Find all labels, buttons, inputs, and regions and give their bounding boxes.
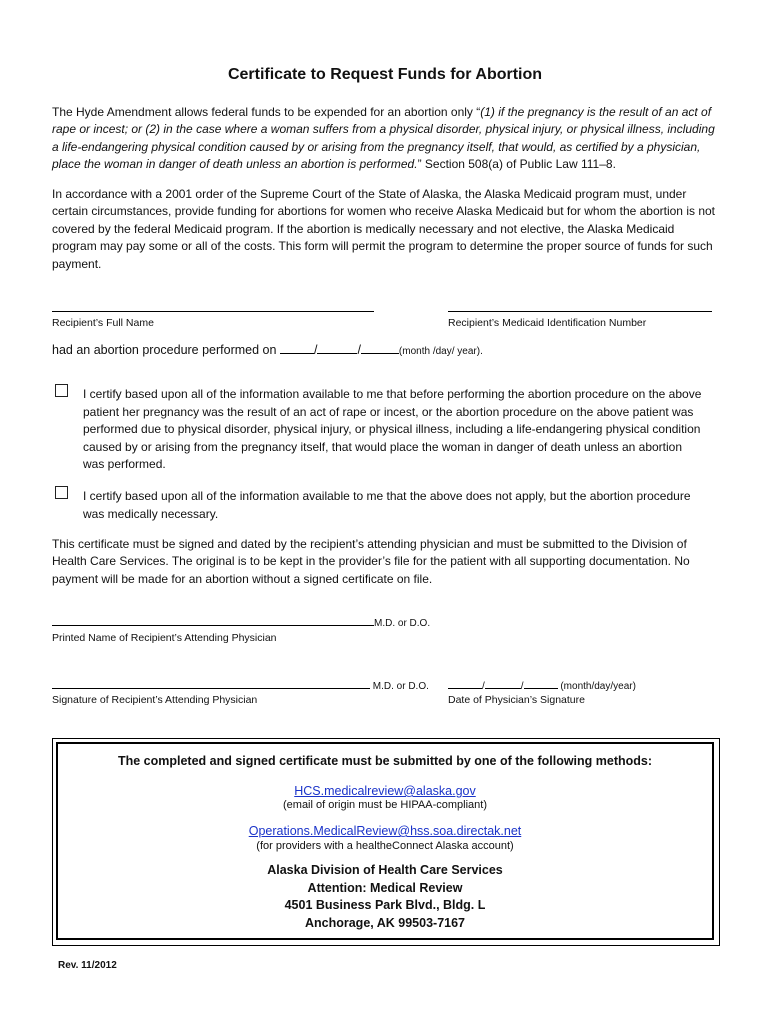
sign-date-hint: (month/day/year): [560, 681, 636, 692]
certification-1-text: I certify based upon all of the information available to me that before performing the abortion procedure on the above patient her pregnancy was the result of an act of rape or incest, or the abortion procedure on the above patient was performed due to physical disorder, physical injury, or physical illness, including a life-endangering physical condition caused by or arising from the pregnancy itself, that would place the woman in danger of death unless an abortion was performed.: [83, 387, 702, 472]
recipient-id-label: Recipient’s Medicaid Identification Number: [448, 317, 647, 329]
recipient-name-line[interactable]: [52, 311, 374, 312]
signature-label: Signature of Recipient’s Attending Physician: [52, 694, 258, 706]
signature-date-row: [448, 678, 636, 692]
address-line: Alaska Division of Health Care Services: [267, 863, 503, 877]
email-operations-link[interactable]: Operations.MedicalReview@hss.soa.directak.net: [248, 824, 522, 838]
procedure-month-blank[interactable]: [280, 342, 314, 354]
hyde-tail: ” Section 508(a) of Public Law 111–8.: [417, 157, 616, 172]
signature-date-label: Date of Physician’s Signature: [448, 694, 585, 706]
date-slash: /: [520, 681, 524, 692]
procedure-year-blank[interactable]: [361, 342, 399, 354]
date-slash: /: [357, 343, 361, 357]
form-title: Certificate to Request Funds for Abortion: [227, 66, 543, 83]
email-1-note: (email of origin must be HIPAA-compliant): [283, 799, 487, 811]
date-slash: /: [482, 681, 485, 692]
printed-name-label: Printed Name of Recipient’s Attending Physician: [52, 632, 277, 644]
printed-name-row: [52, 615, 430, 629]
email-1-block: [56, 782, 714, 800]
email-2-block: [56, 822, 714, 840]
recipient-id-line[interactable]: [448, 311, 712, 312]
procedure-date-line: [52, 342, 483, 357]
certify-medically-necessary-checkbox[interactable]: [55, 486, 68, 499]
submission-heading: The completed and signed certificate must be submitted by one of the following methods:: [117, 754, 653, 768]
signature-row: [52, 678, 429, 692]
hyde-lead: The Hyde Amendment allows federal funds to be expended for an abortion only “: [52, 105, 481, 119]
certify-rape-incest-checkbox[interactable]: [55, 384, 68, 397]
certification-2-text: I certify based upon all of the information available to me that the above does not apply, but the abortion procedure was medically necessary.: [83, 489, 691, 521]
sign-day-blank[interactable]: [485, 678, 521, 689]
hyde-amendment-paragraph: [52, 104, 718, 174]
email-2-note: (for providers with a healtheConnect Alaska account): [256, 840, 514, 852]
hyde-quote: (1) if the pregnancy is the result of an act of rape or incest; or (2) in the case where a woman suffers from a physical disorder, physical injury, or physical illness, including a life-endangering physical condition caused by or arising from the pregnancy itself, that would, as certified by a physician, place the woman in danger of death unless an abortion is performed.: [52, 105, 715, 172]
sign-year-blank[interactable]: [524, 678, 558, 689]
address-line: Anchorage, AK 99503-7167: [304, 915, 466, 930]
mailing-address: [56, 862, 714, 932]
md-do-label-1: M.D. or D.O.: [374, 618, 431, 629]
procedure-day-blank[interactable]: [317, 342, 357, 354]
md-do-label-2: M.D. or D.O.: [372, 681, 429, 692]
email-hcs-link[interactable]: HCS.medicalreview@alaska.gov: [294, 784, 476, 798]
procedure-date-hint: (month /day/ year).: [398, 346, 483, 357]
date-slash: /: [313, 343, 318, 357]
revision-label: Rev. 11/2012: [58, 960, 117, 971]
signature-line[interactable]: [52, 678, 370, 689]
address-line: 4501 Business Park Blvd., Bldg. L: [284, 898, 486, 912]
submission-note: This certificate must be signed and dated by the recipient’s attending physician and must be submitted to the Division of Health Care Services. The original is to be kept in the provider’s file for the patient with all supporting documentation. No payment will be made for an abortion without a signed certificate on file.: [52, 537, 690, 586]
printed-name-line[interactable]: [52, 615, 374, 626]
recipient-name-label: Recipient’s Full Name: [52, 317, 154, 329]
alaska-order-paragraph: In accordance with a 2001 order of the Supreme Court of the State of Alaska, the Alaska Medicaid program must, under certain circumstances, provide funding for abortions for women who receive Alaska Medicaid but for whom the abortion is not covered by the federal Medicaid program. If the abortion is medically necessary and not elective, the Alaska Medicaid program may pay some or all of the costs. This form will permit the program to determine the proper source of funds for such payment.: [52, 187, 715, 271]
address-line: Attention: Medical Review: [307, 880, 463, 895]
sign-month-blank[interactable]: [448, 678, 482, 689]
procedure-text: had an abortion procedure performed on: [52, 343, 277, 357]
